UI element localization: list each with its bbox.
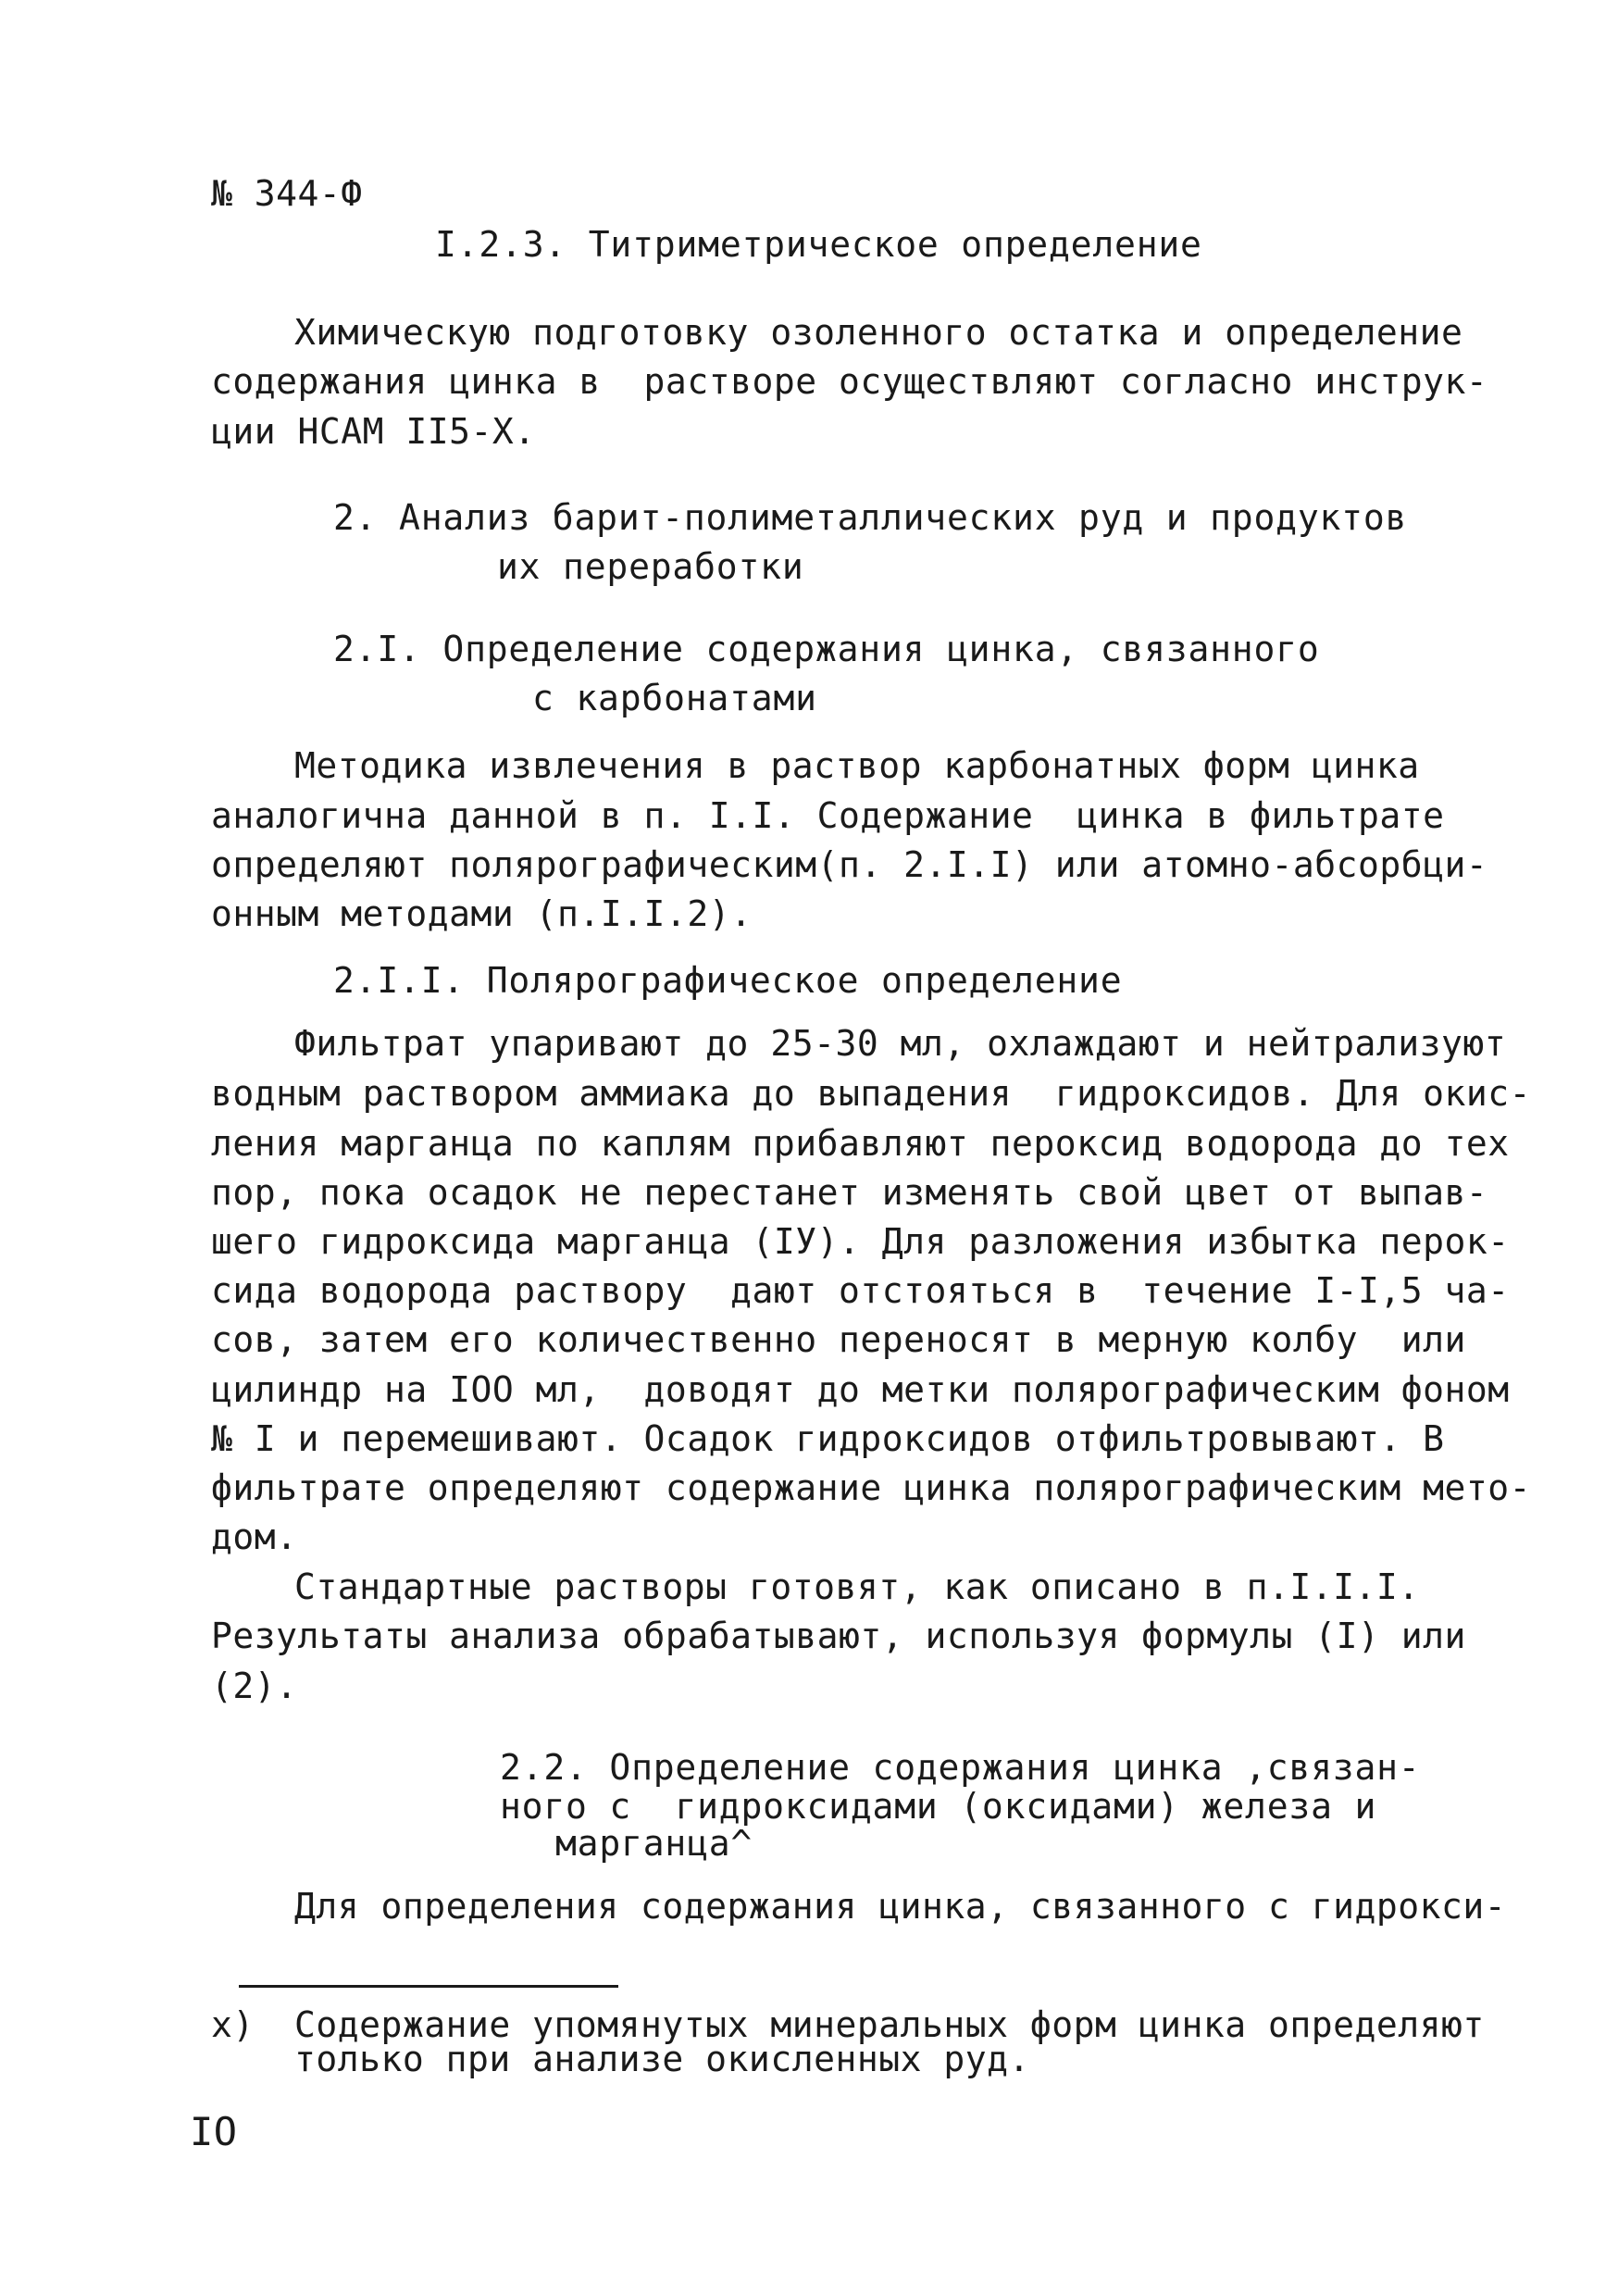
paragraph-line: аналогична данной в п. I.I. Содержание цинка в фильтрате [211, 795, 1445, 836]
paragraph-line: Фильтрат упаривают до 25-30 мл, охлаждают и нейтрализуют [294, 1023, 1507, 1064]
heading-1-2-3: I.2.3. Титриметрическое определение [435, 224, 1202, 265]
heading-2-1: 2.I. Определение содержания цинка, связанного [333, 629, 1320, 669]
paragraph-line: Методика извлечения в раствор карбонатных форм цинка [294, 745, 1420, 786]
paragraph-line: сов, затем его количественно переносят в мерную колбу или [211, 1319, 1466, 1360]
footnote-rule [239, 1985, 618, 1988]
paragraph-line: фильтрате определяют содержание цинка полярографическим мето- [211, 1467, 1532, 1508]
heading-2-2: ного с гидроксидами (оксидами) железа и [500, 1786, 1377, 1827]
paragraph-line: водным раствором аммиака до выпадения гидроксидов. Для окис- [211, 1073, 1532, 1114]
paragraph-line: определяют полярографическим(п. 2.I.I) или атомно-абсорбци- [211, 844, 1488, 885]
heading-2-1-1: 2.I.I. Полярографическое определение [333, 960, 1123, 1001]
paragraph-line: № I и перемешивают. Осадок гидроксидов отфильтровывают. В [211, 1418, 1445, 1459]
paragraph-line: онным методами (п.I.I.2). [211, 893, 753, 934]
paragraph-line: Химическую подготовку озоленного остатка и определение [294, 312, 1463, 353]
paragraph-line: шего гидроксида марганца (IУ). Для разложения избытка перок- [211, 1221, 1510, 1262]
heading-2: 2. Анализ барит-полиметаллических руд и продуктов [333, 497, 1408, 538]
paragraph-line: ления марганца по каплям прибавляют пероксид водорода до тех [211, 1123, 1510, 1164]
heading-2-2: марганца^ [555, 1823, 753, 1864]
paragraph-line: Результаты анализа обрабатывают, используя формулы (I) или [211, 1616, 1466, 1656]
paragraph-line: пор, пока осадок не перестанет изменять свой цвет от выпав- [211, 1172, 1488, 1213]
footnote-line: только при анализе окисленных руд. [294, 2039, 1030, 2079]
paragraph-line: (2). [211, 1666, 298, 1706]
document-number: № 344-Ф [211, 173, 363, 214]
paragraph-line: содержания цинка в растворе осуществляют согласно инструк- [211, 361, 1488, 402]
paragraph-line: ции НСАМ II5-Х. [211, 411, 536, 452]
footnote-line: Содержание упомянутых минеральных форм цинка определяют [294, 2004, 1485, 2045]
paragraph-line: дом. [211, 1516, 298, 1557]
heading-2: их переработки [497, 546, 804, 587]
paragraph-line: цилиндр на IOO мл, доводят до метки полярографическим фоном [211, 1369, 1510, 1410]
footnote-marker: х) [211, 2004, 255, 2045]
paragraph-line: Стандартные растворы готовят, как описано в п.I.I.I. [294, 1566, 1420, 1607]
paragraph-line: сида водорода раствору дают отстояться в течение I-I,5 ча- [211, 1270, 1510, 1311]
page-number: IO [190, 2109, 238, 2154]
heading-2-2: 2.2. Определение содержания цинка ,связан- [500, 1747, 1421, 1788]
paragraph-line: Для определения содержания цинка, связанного с гидрокси- [294, 1886, 1507, 1927]
heading-2-1: с карбонатами [532, 678, 817, 718]
